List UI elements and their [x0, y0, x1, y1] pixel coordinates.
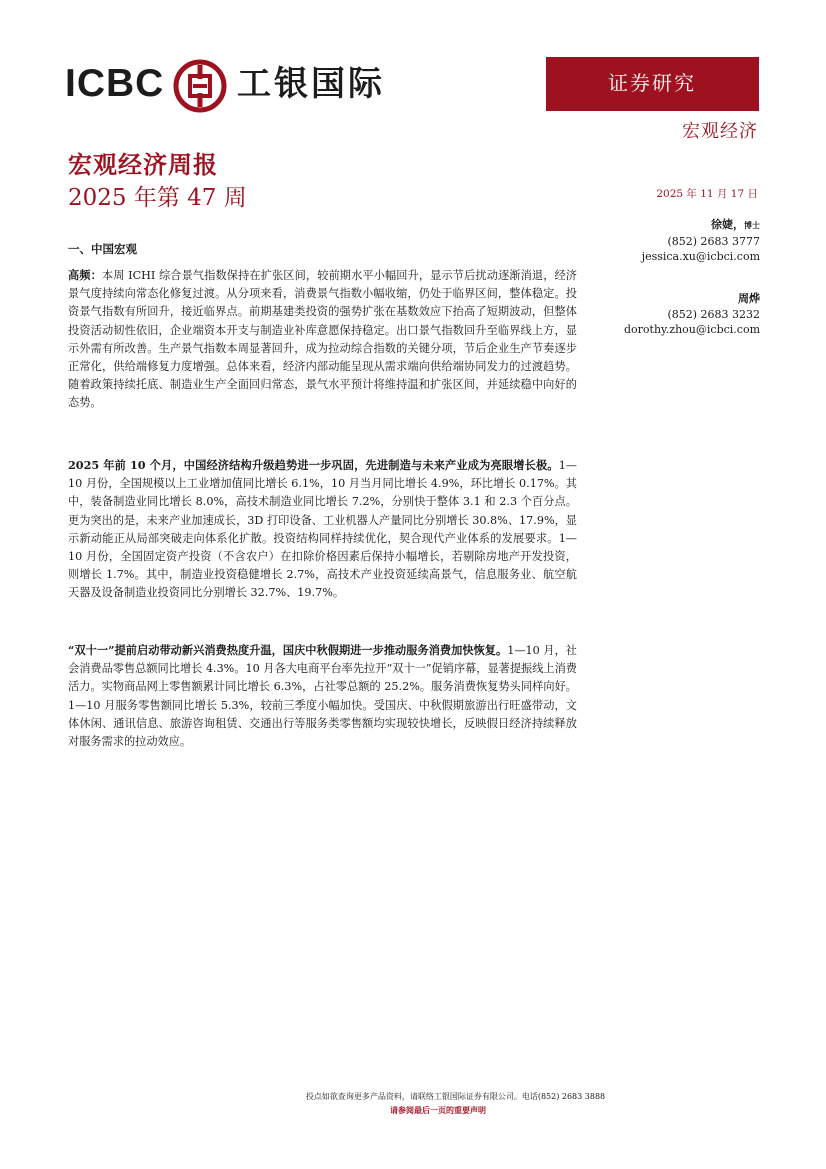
banner-label: 证券研究	[608, 71, 696, 95]
report-date: 2025 年 11 月 17 日	[656, 188, 758, 200]
paragraph-lead: “双十一”提前启动带动新兴消费热度升温，国庆中秋假期进一步推动服务消费加快恢复。	[68, 643, 508, 657]
author-block	[642, 217, 760, 265]
footer-contact: 投点如欲查询更多产品资料，请联络工银国际证券有限公司。电话(852) 2683 3888	[305, 1092, 606, 1101]
paragraph-industry-investment	[68, 456, 577, 603]
report-subtitle: 2025 年第 47 周	[68, 185, 247, 211]
author-email[interactable]: dorothy.zhou@icbci.com	[624, 323, 760, 336]
author-degree: 博士	[744, 220, 760, 230]
logo-icbc-latin: ICBC	[65, 62, 165, 105]
author-name: 徐婕，	[711, 218, 744, 231]
report-title: 宏观经济周报	[68, 150, 218, 179]
logo-icbc-chinese: 工银国际	[237, 64, 385, 104]
paragraph-text: 1—10 月，社会消费品零售总额同比增长 4.3%。10 月各大电商平台率先拉开“双十一”促销序幕，显著提振线上消费活力。实物商品网上零售额累计同比增长 6.3%，占社零总额的 25.2%。服务消费恢复势头同样向好。1—10 月服务零售额同比增长 5.3%，较前三季度小幅加快。受国庆、中秋假期旅游出行旺盛带动，文体休闲、通讯信息、旅游咨询租赁、交通出行等服务类零售额均实现较快增长，反映假日经济持续释放对服务需求的拉动效应。	[68, 644, 577, 749]
footer-disclaimer-notice[interactable]: 请参阅最后一页的重要声明	[390, 1105, 486, 1115]
report-category: 宏观经济	[682, 121, 758, 142]
paragraph-text: 本周 ICHI 综合景气指数保持在扩张区间，较前期水平小幅回升，显示节后扰动逐渐消退，经济景气度持续向常态化修复过渡。从分项来看，消费景气指数小幅收缩，仍处于临界区间，整体稳定。投资景气指数有所回升，接近临界点。前期基建类投资的强势扩张在基数效应下抬高了短期波动，但整体投资活动韧性依旧，企业端资本开支与制造业补库意愿保持稳定。出口景气指数回升至临界线上方，显示外需有所改善。生产景气指数本周显著回升，成为拉动综合指数的关键分项，节后企业生产节奏逐步正常化，供给端修复力度增强。总体来看，经济内部动能呈现从需求端向供给端协同发力的过渡趋势。随着政策持续托底、制造业生产全面回归常态，景气水平预计将维持温和扩张区间，并延续稳中向好的态势。	[68, 269, 577, 410]
author-email[interactable]: jessica.xu@icbci.com	[641, 250, 760, 263]
section-heading: 一、中国宏观	[68, 242, 137, 256]
paragraph-high-frequency	[68, 266, 577, 413]
paragraph-consumption	[68, 641, 577, 751]
author-phone: (852) 2683 3232	[667, 307, 760, 321]
author-phone: (852) 2683 3777	[667, 234, 760, 248]
paragraph-text: 1—10 月份，全国规模以上工业增加值同比增长 6.1%，10 月当月同比增长 4.9%，环比增长 0.17%。其中，装备制造业同比增长 8.0%，高技术制造业同比增长 7.2%，分别快于整体 3.1 和 2.3 个百分点。更为突出的是，未来产业加速成长，3D 打印设备、工业机器人产量同比分别增长 30.8%、17.9%，显示新动能正从局部突破走向体系化扩散。投资结构同样持续优化，契合现代产业体系的发展要求。1—10 月份，全国固定资产投资（不含农户）在扣除价格因素后保持小幅增长，若剔除房地产开发投资，则增长 1.7%。其中，制造业投资稳健增长 2.7%，高技术产业投资延续高景气，信息服务业、航空航天器及设备制造业投资同比分别增长 32.7%、19.7%。	[68, 459, 577, 600]
paragraph-lead: 高频：	[68, 268, 102, 282]
author-block	[624, 291, 760, 338]
icbc-seal-logo-icon	[173, 59, 227, 113]
paragraph-lead: 2025 年前 10 个月，中国经济结构升级趋势进一步巩固，先进制造与未来产业成为亮眼增长极。	[68, 458, 559, 472]
author-name: 周烨	[738, 292, 760, 305]
research-banner	[546, 57, 759, 111]
